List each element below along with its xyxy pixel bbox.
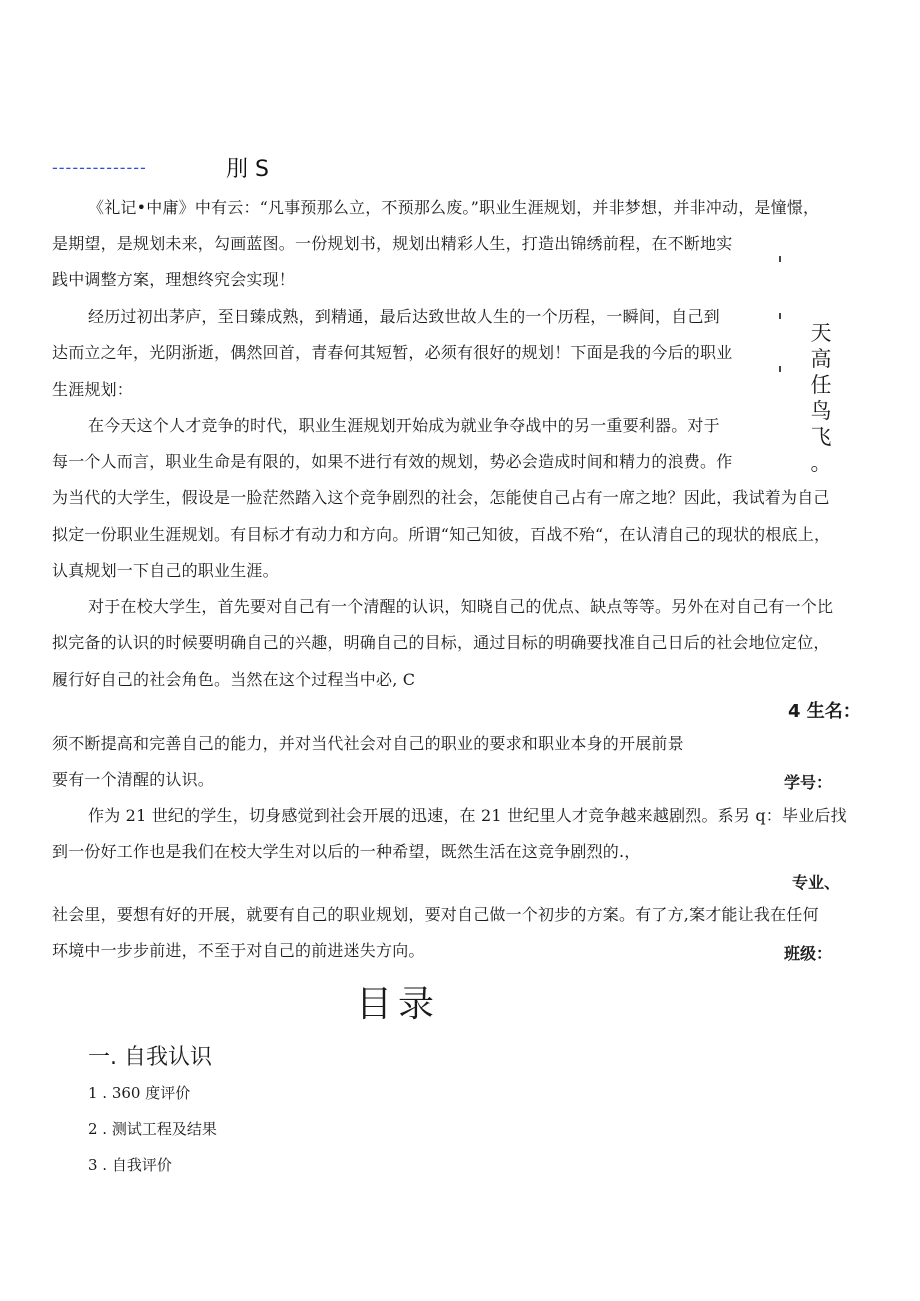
student-id-label: 学号： [784, 773, 833, 792]
paragraph-line: 为当代的大学生，假设是一脸茫然踏入这个竞争剧烈的社会，怎能使自己占有一席之地？因此，我试着为自己 [52, 488, 830, 507]
paragraph-line: 环境中一步步前进，不至于对自己的前进迷失方向。 [52, 941, 425, 960]
toc-item: 3 . 自我评价 [88, 1156, 172, 1174]
paragraph-line: 到一份好工作也是我们在校大学生对以后的一种希望，既然生活在这竞争剧烈的.， [52, 842, 641, 861]
side-vertical-char: 鸟 [810, 399, 832, 423]
paragraph-line: 认真规划一下自己的职业生涯。 [52, 561, 279, 580]
paragraph-line: 拟完备的认识的时候要明确自己的兴趣，明确自己的目标，通过目标的明确要找准自己日后的社会地位定位， [52, 633, 830, 652]
side-vertical-char: 天 [810, 321, 832, 345]
header-dashes: -------------- [52, 158, 147, 177]
paragraph-line: 作为 21 世纪的学生，切身感觉到社会开展的迅速，在 21 世纪里人才竞争越来越剧烈。系另 q：毕业后找 [88, 806, 847, 825]
toc-item: 1 . 360 度评价 [88, 1084, 191, 1102]
paragraph-line: 履行好自己的社会角色。当然在这个过程当中必, C [52, 670, 416, 689]
margin-tick [779, 256, 781, 262]
paragraph-line: 《礼记•中庸》中有云：“凡事预那么立，不预那么废。”职业生涯规划，并非梦想，并非冲动，是憧憬， [88, 198, 820, 217]
paragraph-line: 经历过初出茅庐，至日臻成熟，到精通，最后达致世故人生的一个历程，一瞬间，自己到 [88, 307, 720, 326]
paragraph-line: 在今天这个人才竞争的时代，职业生涯规划开始成为就业争夺战中的另一重要利器。对于 [88, 416, 720, 435]
paragraph-line: 要有一个清醒的认识。 [52, 770, 215, 789]
major-label: 专业、 [792, 873, 841, 892]
side-vertical-char: 任 [810, 373, 832, 397]
paragraph-line: 每一个人而言，职业生命是有限的，如果不进行有效的规划，势必会造成时间和精力的浪费。作 [52, 452, 733, 471]
class-label: 班级： [784, 944, 833, 963]
paragraph-line: 是期望，是规划未来，勾画蓝图。一份规划书，规划出精彩人生，打造出锦绣前程，在不断地实 [52, 234, 733, 253]
paragraph-line: 践中调整方案，理想终究会实现！ [52, 270, 296, 289]
paragraph-line: 对于在校大学生，首先要对自己有一个清醒的认识，知晓自己的优点、缺点等等。另外在对自己有一个比 [88, 597, 834, 616]
paragraph-line: 拟定一份职业生涯规划。有目标才有动力和方向。所谓“知己知彼，百战不殆“，在认清自己的现状的根底上， [52, 525, 831, 544]
side-vertical-char: 飞 [810, 425, 832, 449]
paragraph-line: 须不断提高和完善自己的能力，并对当代社会对自己的职业的要求和职业本身的开展前景 [52, 734, 684, 753]
side-vertical-char: 。 [810, 451, 832, 475]
paragraph-line: 生涯规划： [52, 380, 134, 399]
toc-item: 2 . 测试工程及结果 [88, 1120, 217, 1138]
toc-section-heading: 一. 自我认识 [88, 1045, 212, 1070]
margin-tick [779, 366, 781, 372]
margin-tick [779, 313, 781, 319]
name-label: 4 生名： [788, 701, 861, 722]
page-title: 刖 S [226, 157, 269, 182]
paragraph-line: 社会里，要想有好的开展，就要有自己的职业规划，要对自己做一个初步的方案。有了方,案才能让我在任何 [52, 905, 819, 924]
side-vertical-char: 高 [810, 347, 832, 371]
toc-title: 目录 [356, 984, 441, 1025]
paragraph-line: 达而立之年，光阴浙逝，偶然回首，青春何其短暂，必须有很好的规划！下面是我的今后的职业 [52, 343, 733, 362]
